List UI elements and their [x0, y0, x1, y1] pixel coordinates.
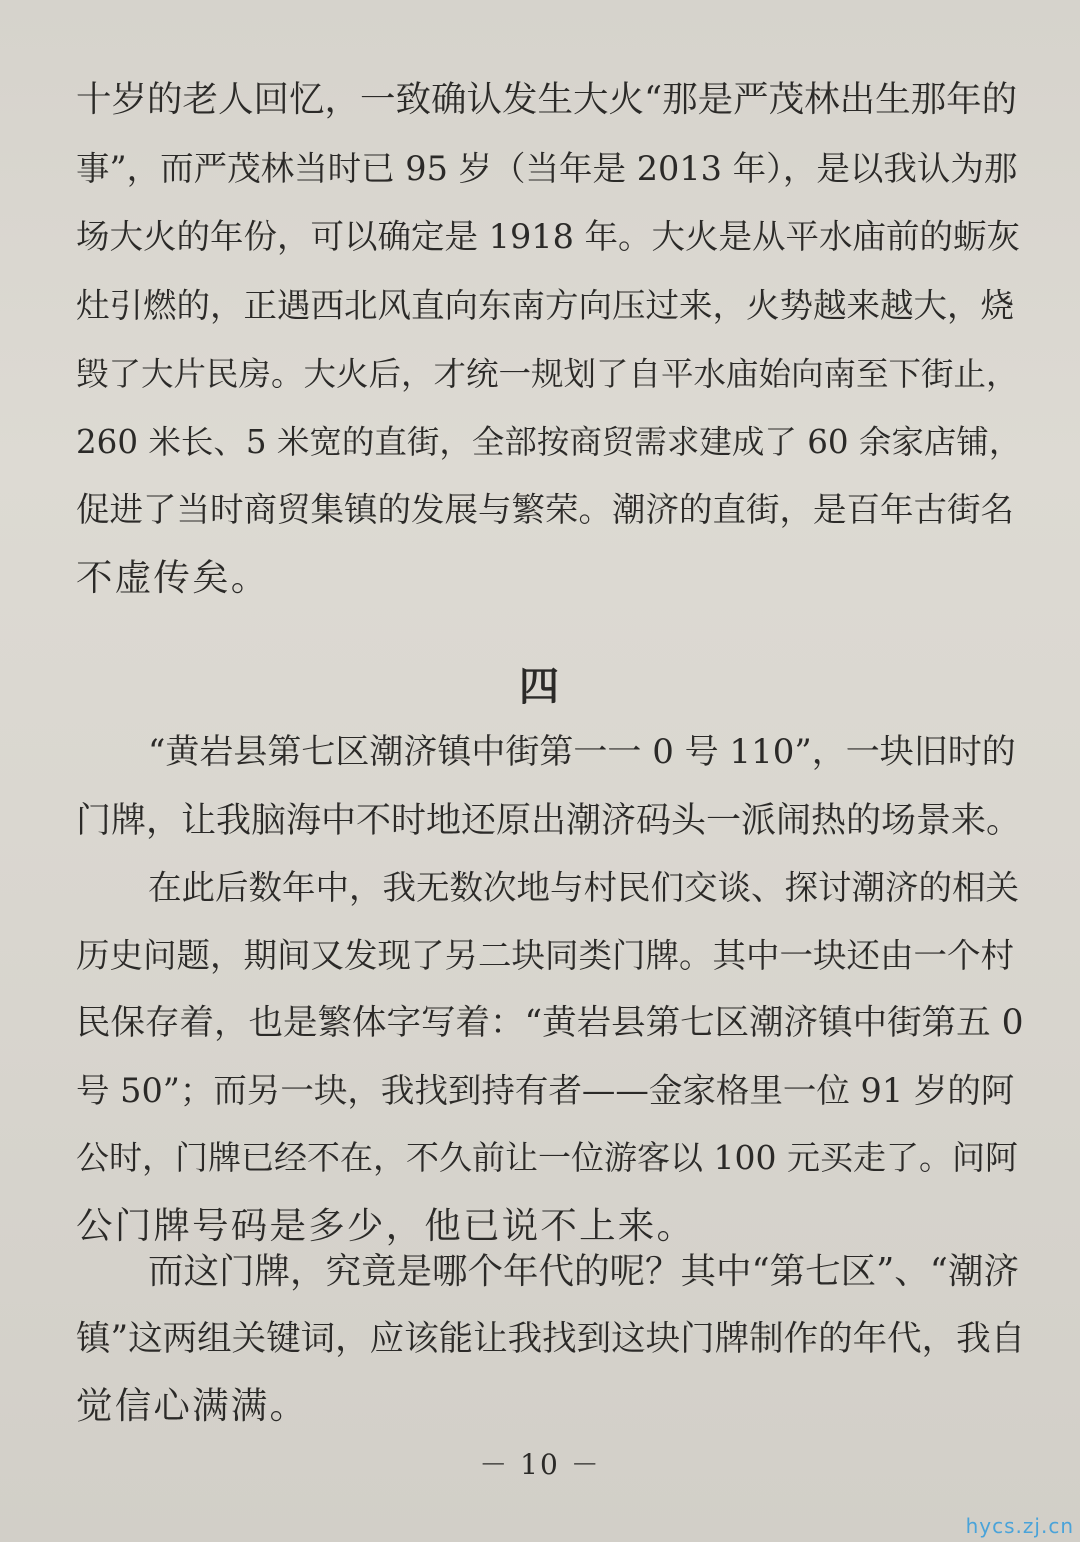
text-line: 不虚传矣。 [76, 556, 270, 599]
text-line: 号 50”；而另一块，我找到持有者——金家格里一位 91 岁的阿 [76, 1071, 1015, 1110]
text-line: 觉信心满满。 [76, 1384, 309, 1427]
text-line: 事”，而严茂林当时已 95 岁（当年是 2013 年），是以我认为那 [76, 149, 1018, 188]
text-line: 门牌，让我脑海中不时地还原出潮济码头一派闹热的场景来。 [76, 801, 1022, 841]
text-line: 民保存着，也是繁体字写着：“黄岩县第七区潮济镇中街第五 0 [76, 1003, 1024, 1043]
text-line: 场大火的年份，可以确定是 1918 年。大火是从平水庙前的蛎灰 [76, 217, 1021, 256]
text-line: 促进了当时商贸集镇的发展与繁荣。潮济的直街，是百年古街名 [76, 490, 1014, 529]
text-line: 灶引燃的，正遇西北风直向东南方向压过来，火势越来越大，烧 [76, 286, 1014, 325]
text-line: 在此后数年中，我无数次地与村民们交谈、探讨潮济的相关 [148, 868, 1019, 907]
text-line: 260 米长、5 米宽的直街，全部按商贸需求建成了 60 余家店铺， [76, 423, 1022, 461]
text-line: 镇”这两组关键词，应该能让我找到这块门牌制作的年代，我自 [76, 1319, 1026, 1359]
text-line: 公门牌号码是多少，他已说不上来。 [76, 1204, 696, 1247]
text-line: 历史问题，期间又发现了另二块同类门牌。其中一块还由一个村 [76, 936, 1014, 975]
text-line: 公时，门牌已经不在，不久前让一位游客以 100 元买走了。问阿 [76, 1138, 1018, 1177]
text-line: 而这门牌，究竟是哪个年代的呢？其中“第七区”、“潮济 [148, 1251, 1019, 1292]
text-line: 十岁的老人回忆，一致确认发生大火“那是严茂林出生那年的 [76, 79, 1018, 120]
site-watermark: hycs.zj.cn [965, 1514, 1074, 1538]
text-line: “黄岩县第七区潮济镇中街第一一 0 号 110”，一块旧时的 [148, 732, 1016, 772]
page-number: － 10 － [479, 1448, 601, 1481]
text-line: 毁了大片民房。大火后，才统一规划了自平水庙始向南至下街止， [76, 355, 1019, 393]
section-heading: 四 [519, 664, 561, 710]
